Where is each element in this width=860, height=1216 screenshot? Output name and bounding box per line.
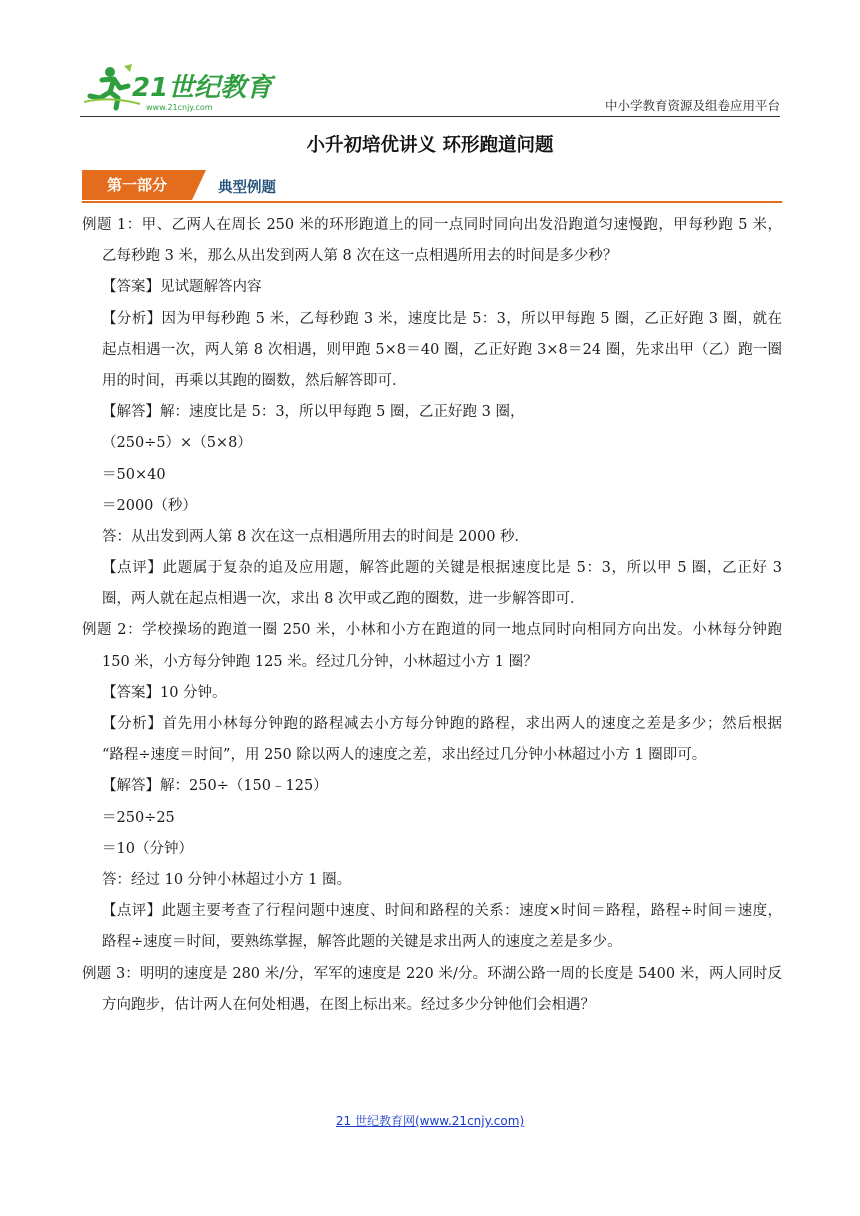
- section-name: 典型例题: [218, 179, 276, 196]
- example-2-solution: 【解答】解：250÷（150﹣125）: [102, 778, 328, 795]
- platform-label: 中小学教育资源及组卷应用平台: [604, 98, 780, 113]
- example-2-step: ＝10（分钟）: [102, 840, 193, 857]
- page-header: [80, 62, 780, 118]
- example-1-step: （250÷5）×（5×8）: [102, 435, 252, 452]
- example-1-analysis: 【分析】因为甲每秒跑 5 米，乙每秒跑 3 米，速度比是 5：3，所以甲每跑 5 圈，乙正好跑 3 圈，就在: [102, 310, 782, 327]
- example-2-conclusion: 答：经过 10 分钟小林超过小方 1 圈。: [102, 871, 352, 888]
- 21cnjy-logo: [80, 62, 280, 114]
- example-2-comment-cont: 路程÷速度＝时间，要熟练掌握，解答此题的关键是求出两人的速度之差是多少。: [102, 934, 622, 951]
- example-2-answer: 【答案】10 分钟。: [102, 684, 227, 701]
- section-header: [82, 168, 782, 204]
- page-footer: [0, 1112, 860, 1129]
- example-1-analysis-end: 用的时间，再乘以其跑的圈数，然后解答即可．: [102, 372, 407, 389]
- example-1-step: ＝2000（秒）: [102, 497, 197, 514]
- footer-link[interactable]: 21 世纪教育网(www.21cnjy.com): [335, 1114, 525, 1128]
- example-1-comment-cont: 圈，两人就在起点相遇一次，求出 8 次甲或乙跑的圈数，进一步解答即可．: [102, 591, 585, 608]
- example-1-analysis-cont: 起点相遇一次，两人第 8 次相遇，则甲跑 5×8＝40 圈，乙正好跑 3×8＝24 圈，先求出甲（乙）跑一圈: [102, 341, 782, 358]
- example-1-comment: 【点评】此题属于复杂的追及应用题，解答此题的关键是根据速度比是 5：3，所以甲 5 圈，乙正好 3: [102, 560, 782, 577]
- example-1-step: ＝50×40: [102, 466, 166, 483]
- example-2-question-cont: 150 米，小方每分钟跑 125 米。经过几分钟，小林超过小方 1 圈？: [102, 653, 538, 670]
- example-1-answer: 【答案】见试题解答内容: [102, 279, 262, 296]
- example-2-comment: 【点评】此题主要考查了行程问题中速度、时间和路程的关系：速度×时间＝路程，路程÷时间＝速度，: [102, 903, 782, 920]
- header-divider: [80, 116, 780, 117]
- svg-text:21世纪教育: 21世纪教育: [132, 73, 273, 103]
- example-2-step: ＝250÷25: [102, 809, 175, 826]
- svg-text:www.21cnjy.com: www.21cnjy.com: [146, 103, 213, 112]
- example-3-question: 例题 3：明明的速度是 280 米/分，军军的速度是 220 米/分。环湖公路一周的长度是 5400 米，两人同时反: [82, 965, 782, 982]
- example-2-analysis: 【分析】首先用小林每分钟跑的路程减去小方每分钟跑的路程，求出两人的速度之差是多少；然后根据: [102, 716, 782, 732]
- example-2-analysis-cont: “路程÷速度＝时间”，用 250 除以两人的速度之差，求出经过几分钟小林超过小方 1 圈即可。: [102, 747, 707, 764]
- example-1-question-cont: 乙每秒跑 3 米，那么从出发到两人第 8 次在这一点相遇所用去的时间是多少秒？: [102, 248, 618, 265]
- worksheet-body: [82, 210, 782, 1021]
- example-1-solution: 【解答】解：速度比是 5：3，所以甲每跑 5 圈，乙正好跑 3 圈，: [102, 404, 525, 421]
- section-tag: 第一部分: [82, 170, 192, 200]
- example-2-question: 例题 2：学校操场的跑道一圈 250 米，小林和小方在跑道的同一地点同时向相同方向出发。小林每分钟跑: [82, 622, 782, 639]
- page-title: 小升初培优讲义 环形跑道问题: [306, 135, 554, 156]
- section-underline: [82, 201, 782, 203]
- example-3-question-cont: 方向跑步，估计两人在何处相遇，在图上标出来。经过多少分钟他们会相遇？: [102, 996, 595, 1013]
- section-tag-tail: [192, 170, 206, 200]
- example-1-conclusion: 答：从出发到两人第 8 次在这一点相遇所用去的时间是 2000 秒．: [102, 528, 530, 545]
- example-1-question: 例题 1：甲、乙两人在周长 250 米的环形跑道上的同一点同时同向出发沿跑道匀速慢跑，甲每秒跑 5 米，: [82, 217, 782, 233]
